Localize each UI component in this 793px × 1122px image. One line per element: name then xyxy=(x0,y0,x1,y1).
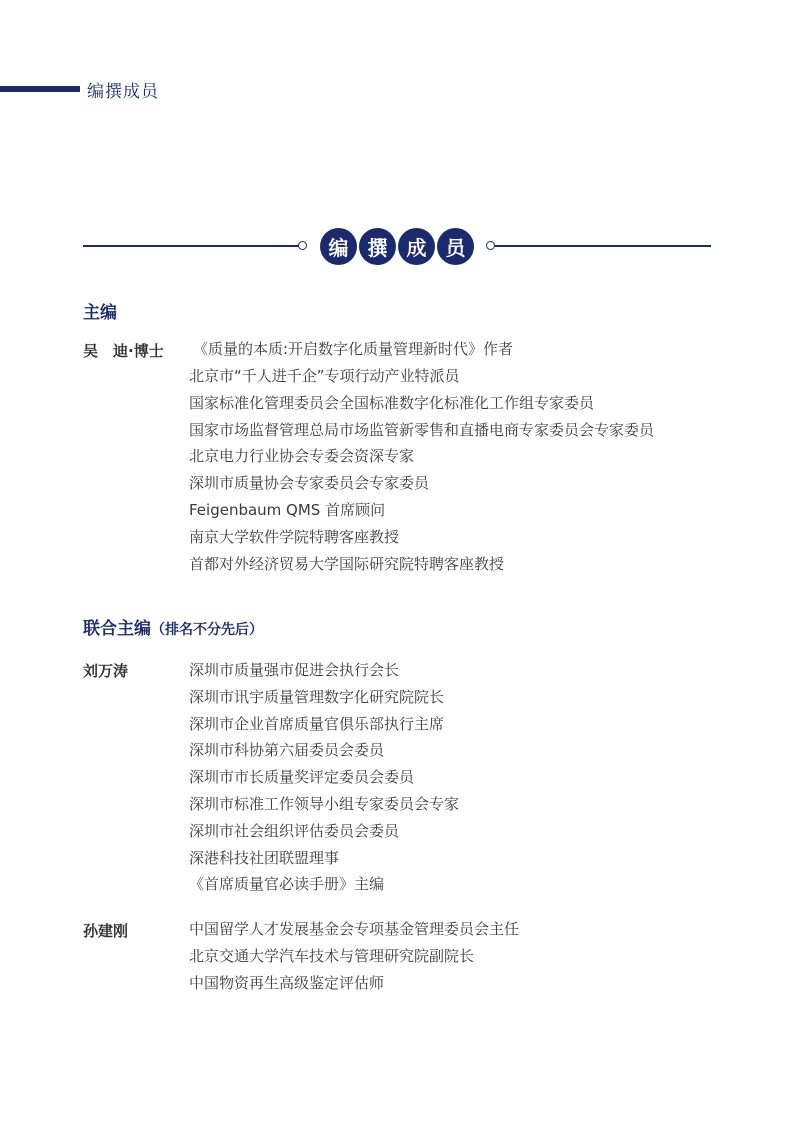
title-char-badge: 成 xyxy=(398,228,435,265)
co-editors-note: （排名不分先后） xyxy=(151,622,263,638)
role-line: 中国物资再生高级鉴定评估师 xyxy=(189,973,385,992)
role-line: 国家市场监督管理总局市场监管新零售和直播电商专家委员会专家委员 xyxy=(189,420,655,439)
title-ring-left xyxy=(298,241,307,250)
person-name: 吴 迪·博士 xyxy=(83,342,164,360)
role-line: 深圳市社会组织评估委员会委员 xyxy=(189,821,400,840)
role-line: 深圳市质量协会专家委员会专家委员 xyxy=(189,474,430,493)
role-line: 深圳市企业首席质量官俱乐部执行主席 xyxy=(189,714,445,733)
role-line: 深港科技社团联盟理事 xyxy=(189,848,340,867)
title-char-badge: 撰 xyxy=(359,228,396,265)
title-char-badge: 编 xyxy=(320,228,357,265)
role-line: 南京大学软件学院特聘客座教授 xyxy=(189,527,400,546)
header-accent-bar xyxy=(0,86,80,92)
role-line: Feigenbaum QMS 首席顾问 xyxy=(189,500,386,519)
role-line: 《质量的本质:开启数字化质量管理新时代》作者 xyxy=(193,340,514,358)
role-line: 深圳市讯宇质量管理数字化研究院院长 xyxy=(189,687,445,706)
role-line: 深圳市市长质量奖评定委员会委员 xyxy=(189,768,415,787)
role-line: 北京市“千人进千企”专项行动产业特派员 xyxy=(189,367,460,385)
co-editors-heading-text: 联合主编 xyxy=(83,619,151,639)
role-line: 北京交通大学汽车技术与管理研究院副院长 xyxy=(189,946,475,965)
chief-editor-roles xyxy=(189,363,654,577)
person-roles xyxy=(189,657,459,898)
role-line: 北京电力行业协会专委会资深专家 xyxy=(189,447,415,466)
section-title xyxy=(320,228,474,265)
title-ring-right xyxy=(486,241,495,250)
chief-editor-heading: 主编 xyxy=(83,303,117,323)
chief-editor-first-line-list xyxy=(193,336,513,363)
title-rule-right xyxy=(495,245,711,247)
role-line: 《首席质量官必读手册》主编 xyxy=(189,875,385,894)
role-line: 深圳市标准工作领导小组专家委员会专家 xyxy=(189,794,460,813)
person-roles xyxy=(189,916,519,996)
title-char-badge: 员 xyxy=(437,228,474,265)
role-line: 首都对外经济贸易大学国际研究院特聘客座教授 xyxy=(189,554,505,573)
role-line: 中国留学人才发展基金会专项基金管理委员会主任 xyxy=(189,920,520,938)
role-line: 深圳市质量强市促进会执行会长 xyxy=(189,661,400,679)
role-line: 国家标准化管理委员会全国标准数字化标准化工作组专家委员 xyxy=(189,393,595,412)
running-header: 编撰成员 xyxy=(87,82,159,102)
co-editors-heading xyxy=(83,614,263,639)
person-name: 孙建刚 xyxy=(83,922,129,940)
person-name: 刘万涛 xyxy=(83,662,129,680)
role-line: 深圳市科协第六届委员会委员 xyxy=(189,741,385,760)
title-rule-left xyxy=(83,245,299,247)
